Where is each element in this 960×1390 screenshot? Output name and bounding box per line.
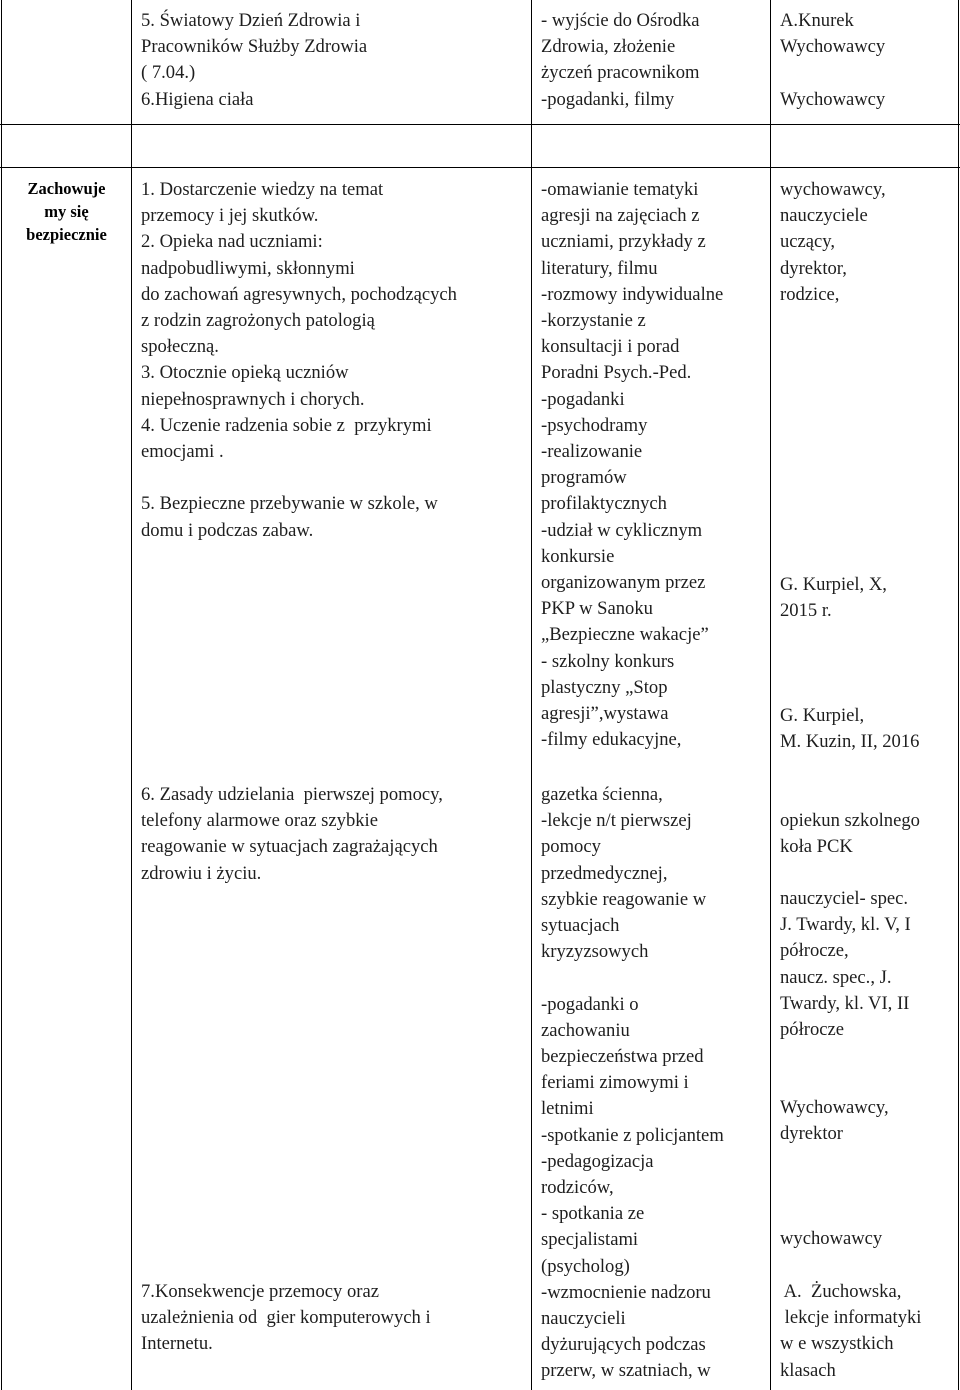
cell-line: A.Knurek: [780, 10, 854, 31]
cell-line: (psycholog): [541, 1255, 630, 1277]
cell-line: uzależnienia od gier komputerowych i: [141, 1307, 431, 1329]
cell-line: specjalistami: [541, 1229, 639, 1251]
cell-line: lekcje informatyki: [780, 1307, 922, 1329]
cell-line: bezpiecznie: [26, 224, 107, 244]
cell-line: 1. Dostarczenie wiedzy na temat: [141, 179, 384, 200]
cell-line: profilaktycznych: [541, 493, 667, 515]
cell-line: opiekun szkolnego: [780, 810, 920, 831]
cell-line: pomocy: [541, 836, 601, 858]
cell-line: zachowaniu: [541, 1019, 630, 1041]
cell-line: przerw, w szatniach, w: [541, 1360, 711, 1382]
cell-line: -pogadanki: [541, 388, 625, 410]
cell-line: rodzice,: [780, 283, 840, 305]
cell-line: szybkie reagowanie w: [541, 888, 707, 910]
cell-line: dyżurujących podczas: [541, 1334, 706, 1356]
cell-line: [780, 60, 885, 86]
cell-line: feriami zimowymi i: [541, 1072, 689, 1094]
cell-line: - szkolny konkurs: [541, 650, 675, 672]
cell-line: M. Kuzin, II, 2016: [780, 731, 920, 753]
cell-line: plastyczny „Stop: [541, 676, 668, 698]
cell-line: do zachowań agresywnych, pochodzących: [141, 283, 457, 305]
column-divider-3: [770, 0, 771, 1390]
cell-line: G. Kurpiel,: [780, 705, 865, 726]
cell-line: nauczyciel- spec.: [780, 888, 909, 909]
cell-line: z rodzin zagrożonych patologią: [141, 310, 375, 332]
responsible-cell-a3: [780, 703, 919, 755]
tasks-cell-a: [141, 177, 457, 544]
cell-line: -wzmocnienie nadzoru: [541, 1281, 711, 1303]
cell-line: Wychowawcy,: [780, 1097, 889, 1118]
cell-line: uczący,: [780, 231, 836, 253]
cell-line: Zachowuje: [27, 179, 106, 198]
cell-line: kryzyzsowych: [541, 941, 649, 963]
top-responsible-cell: [780, 8, 885, 113]
cell-line: półrocze,: [780, 940, 849, 962]
cell-line: - spotkania ze: [541, 1203, 645, 1225]
cell-line: 4. Uczenie radzenia sobie z przykrymi: [141, 414, 432, 436]
cell-line: 5. Bezpieczne przebywanie w szkole, w: [141, 493, 438, 515]
cell-line: agresji na zajęciach z: [541, 205, 700, 227]
cell-line: telefony alarmowe oraz szybkie: [141, 810, 378, 832]
cell-line: wychowawcy,: [780, 179, 886, 200]
cell-line: społeczną.: [141, 336, 219, 358]
cell-line: domu i podczas zabaw.: [141, 519, 314, 541]
cell-line: G. Kurpiel, X,: [780, 574, 887, 595]
cell-line: -pogadanki, filmy: [541, 88, 675, 110]
cell-line: sytuacjach: [541, 915, 620, 937]
cell-line: 5. Światowy Dzień Zdrowia i: [141, 10, 361, 31]
cell-line: ( 7.04.): [141, 62, 196, 84]
cell-line: -korzystanie z: [541, 310, 646, 332]
cell-line: Wychowawcy: [780, 36, 886, 58]
cell-line: - wyjście do Ośrodka: [541, 10, 700, 31]
responsible-cell-b5: [780, 1279, 921, 1384]
column-divider-2: [531, 0, 532, 1390]
cell-line: -omawianie tematyki: [541, 179, 699, 200]
cell-line: w e wszystkich: [780, 1333, 894, 1355]
cell-line: nauczycieli: [541, 1308, 626, 1330]
methods-cell-b: [541, 782, 724, 1385]
cell-line: wychowawcy: [780, 1228, 883, 1249]
responsible-cell-b2: [780, 886, 911, 1043]
cell-line: półrocze: [780, 1019, 845, 1041]
cell-line: reagowanie w sytuacjach zagrażających: [141, 836, 438, 858]
cell-line: -spotkanie z policjantem: [541, 1124, 724, 1146]
cell-line: 3. Otocznie opieką uczniów: [141, 362, 349, 384]
cell-line: my się: [44, 201, 89, 221]
cell-line: uczniami, przykłady z: [541, 231, 706, 253]
cell-line: 6.Higiena ciała: [141, 88, 254, 110]
top-methods-cell: [541, 8, 700, 113]
responsible-cell-b3: [780, 1095, 889, 1147]
tasks-cell-c: [141, 1279, 431, 1358]
cell-line: J. Twardy, kl. V, I: [780, 914, 911, 936]
cell-line: emocjami .: [141, 441, 224, 463]
cell-line: 2015 r.: [780, 600, 832, 622]
methods-cell-a: [541, 177, 723, 753]
responsible-cell-b4: [780, 1226, 882, 1252]
cell-line: nauczyciele: [780, 205, 868, 227]
column-divider-1: [131, 0, 132, 1390]
cell-line: konsultacji i porad: [541, 336, 680, 358]
cell-line: -filmy edukacyjne,: [541, 729, 682, 751]
cell-line: PKP w Sanoku: [541, 598, 653, 620]
section-name-cell: [8, 178, 125, 246]
responsible-cell-a2: [780, 572, 887, 624]
cell-line: „Bezpieczne wakacje”: [541, 624, 709, 646]
cell-line: Zdrowia, złożenie: [541, 36, 676, 58]
cell-line: programów: [541, 467, 627, 489]
responsible-cell-b1: [780, 808, 920, 860]
cell-line: -lekcje n/t pierwszej: [541, 810, 692, 832]
cell-line: dyrektor,: [780, 257, 847, 279]
border-left: [1, 0, 2, 1390]
cell-line: rodziców,: [541, 1177, 614, 1199]
cell-line: -pogadanki o: [541, 993, 639, 1015]
cell-line: Poradni Psych.-Ped.: [541, 362, 692, 384]
top-tasks-cell: [141, 8, 367, 113]
row-divider-top: [0, 124, 960, 125]
cell-line: życzeń pracownikom: [541, 62, 700, 84]
cell-line: koła PCK: [780, 836, 853, 858]
cell-line: Twardy, kl. VI, II: [780, 992, 910, 1014]
cell-line: -udział w cyklicznym: [541, 519, 703, 541]
cell-line: przemocy i jej skutków.: [141, 205, 319, 227]
cell-line: dyrektor: [780, 1123, 843, 1145]
cell-line: konkursie: [541, 545, 615, 567]
cell-line: -psychodramy: [541, 414, 648, 436]
cell-line: [541, 965, 724, 991]
cell-line: Internetu.: [141, 1333, 213, 1355]
cell-line: 2. Opieka nad uczniami:: [141, 231, 323, 253]
row-divider-section: [0, 167, 960, 168]
cell-line: literatury, filmu: [541, 257, 658, 279]
cell-line: letnimi: [541, 1098, 594, 1120]
border-right: [958, 0, 959, 1390]
cell-line: agresji”,wystawa: [541, 703, 669, 725]
responsible-cell-a: [780, 177, 886, 308]
cell-line: gazetka ścienna,: [541, 784, 663, 805]
cell-line: nadpobudliwymi, skłonnymi: [141, 257, 355, 279]
cell-line: naucz. spec., J.: [780, 966, 892, 988]
cell-line: 6. Zasady udzielania pierwszej pomocy,: [141, 784, 443, 805]
cell-line: -realizowanie: [541, 441, 643, 463]
tasks-cell-b: [141, 782, 443, 887]
cell-line: -rozmowy indywidualne: [541, 283, 724, 305]
cell-line: 7.Konsekwencje przemocy oraz: [141, 1281, 379, 1302]
cell-line: organizowanym przez: [541, 572, 706, 594]
cell-line: [141, 465, 457, 491]
cell-line: klasach: [780, 1359, 836, 1381]
cell-line: Pracowników Służby Zdrowia: [141, 36, 368, 58]
cell-line: Wychowawcy: [780, 88, 886, 110]
cell-line: przedmedycznej,: [541, 862, 668, 884]
cell-line: zdrowiu i życiu.: [141, 862, 262, 884]
cell-line: -pedagogizacja: [541, 1150, 654, 1172]
cell-line: bezpieczeństwa przed: [541, 1046, 704, 1068]
cell-line: niepełnosprawnych i chorych.: [141, 388, 365, 410]
cell-line: A. Żuchowska,: [780, 1281, 902, 1302]
